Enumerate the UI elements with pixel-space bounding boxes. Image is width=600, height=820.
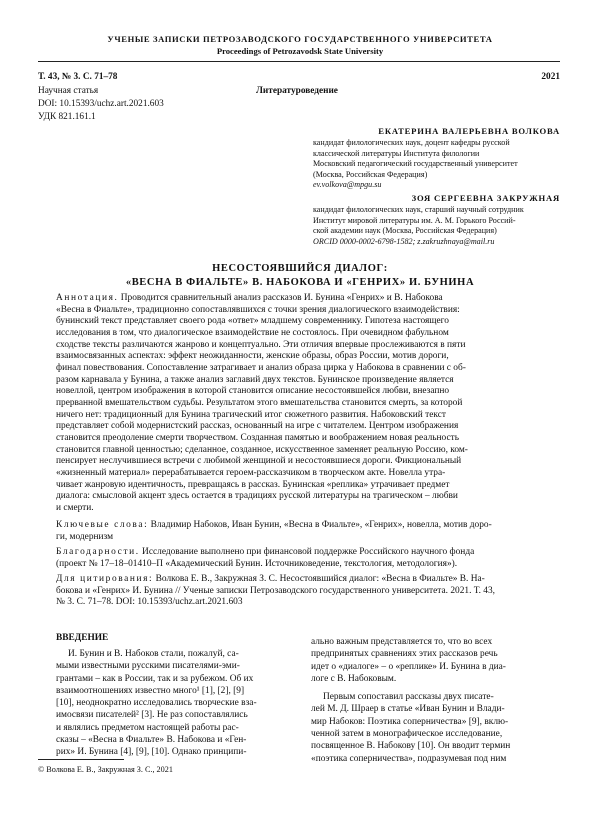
abstract-line: «жизненный материал» перерабатывается героем-рассказчиком в творческом акте. Новелла утра- xyxy=(56,467,446,478)
article-type: Научная статья xyxy=(38,86,99,96)
affiliation-line: Московский педагогический государственный университет xyxy=(313,159,518,169)
author-name: ЕКАТЕРИНА ВАЛЕРЬЕВНА ВОЛКОВА xyxy=(378,126,560,136)
abstract-label: Аннотация. xyxy=(56,293,119,303)
affiliation-line: ской академии наук (Москва, Российская Федерация) xyxy=(313,226,497,236)
body-line: имосвязи писателей² [3]. Не раз сопоставлялись xyxy=(56,710,248,721)
footnote-rule xyxy=(38,759,124,760)
abstract-line: и смерти. xyxy=(56,502,94,513)
body-line: [10], неоднократно исследовались творческие вза- xyxy=(56,698,257,709)
author-affiliation xyxy=(313,205,563,247)
author-email[interactable]: ev.volkova@mpgu.su xyxy=(313,180,382,190)
body-line: посвященное В. Набокову [10]. Он вводит термин xyxy=(311,741,511,752)
body-line: лей М. Д. Шраер в статье «Иван Бунин и Влади- xyxy=(311,704,505,715)
abstract-line: новеллой, центром изображения в которой становится описание несостоявшейся любви, внезапно xyxy=(56,386,450,397)
citation-line: Волкова Е. В., Закружная З. С. Несостоявшийся диалог: «Весна в Фиальте» В. На- xyxy=(155,574,485,584)
abstract-line: «Весна в Фиальте», традиционно сопоставлявшихся с точки зрения диалогического взаимодействия: xyxy=(56,304,460,315)
citation xyxy=(56,574,558,609)
citation-line: № 3. С. 71–78. DOI: 10.15393/uchz.art.2021.603 xyxy=(56,597,243,608)
ack-line: (проект № 17–18–01410–П «Академический Бунин. Источниковедение, текстология, методология»). xyxy=(56,558,458,569)
title-line: НЕСОСТОЯВШИЙСЯ ДИАЛОГ: xyxy=(212,263,388,274)
udk: УДК 821.161.1 xyxy=(38,112,96,122)
affiliation-line: классической литературы Института филологии xyxy=(313,148,480,158)
header-rule xyxy=(38,61,560,62)
abstract-line: становится главной ценностью; сделанное, созданное, искусственное заменяет реальную Россию, ком- xyxy=(56,444,468,455)
affiliation-line: кандидат филологических наук, старший научный сотрудник xyxy=(313,205,524,214)
body-line: Первым сопоставил рассказы двух писате- xyxy=(323,692,494,703)
author-name: ЗОЯ СЕРГЕЕВНА ЗАКРУЖНАЯ xyxy=(411,193,560,203)
volume-info: Т. 43, № 3. С. 71–78 xyxy=(38,72,118,82)
abstract-line: взаимосвязанных аспектах: эффект неожиданности, женские образы, образ России, мотив дороги, xyxy=(56,351,449,362)
abstract-line: бунинский текст представляет своего рода «ответ» младшему современнику. Гипотеза настоящего xyxy=(56,316,449,327)
body-line: ально важным представляется то, что во всех xyxy=(311,637,493,647)
ack-line: Исследование выполнено при финансовой поддержке Российского научного фонда xyxy=(142,547,475,557)
body-line: логе с В. Набоковым. xyxy=(311,673,397,684)
body-line: рих» И. Бунина [4], [9], [10]. Однако принципи- xyxy=(56,747,247,758)
abstract-line: пенсирует неслучившиеся встречи с любимой женщиной и несостоявшиеся дороги. Фикциональный xyxy=(56,456,462,467)
title-line: «ВЕСНА В ФИАЛЬТЕ» В. НАБОКОВА И «ГЕНРИХ» И. БУНИНА xyxy=(125,277,475,288)
abstract-line: сходстве тексты различаются жанрово и концептуально. Эти отличия впервые прослеживаются в пяти xyxy=(56,339,466,350)
abstract-line: разом карнавала у Бунина, а также анализ заглавий двух текстов. Бунинское произведение является xyxy=(56,374,454,385)
intro-left-column xyxy=(56,648,294,759)
body-line: сказы – «Весна в Фиальте» В. Набокова и «Ген- xyxy=(56,735,247,746)
citation-label: Для цитирования: xyxy=(56,574,154,584)
body-line: мыми известными русскими писателями-эми- xyxy=(56,661,240,672)
body-line: И. Бунин и В. Набоков стали, пожалуй, са- xyxy=(68,649,239,659)
journal-title-en: Proceedings of Petrozavodsk State University xyxy=(216,46,384,56)
abstract-line: становится преодоление смерти творчеством. Созданная памятью и воображением новая реальность xyxy=(56,432,460,443)
acknowledgements xyxy=(56,547,558,570)
affiliation-line: Институт мировой литературы им. А. М. Горького Россий- xyxy=(313,215,516,225)
section-name: Литературоведение xyxy=(256,86,338,96)
abstract-line: исследования в том, что диалогическое взаимодействие не состоялось. При очевидном фабульном xyxy=(56,327,449,338)
body-line: мир Набоков: Поэтика соперничества» [9], вклю- xyxy=(311,716,509,727)
journal-title: УЧЕНЫЕ ЗАПИСКИ ПЕТРОЗАВОДСКОГО ГОСУДАРСТВЕННОГО УНИВЕРСИТЕТА xyxy=(107,34,493,44)
keywords-label: Ключевые слова: xyxy=(56,520,149,530)
abstract-line: представляет собой модернистский рассказ, основанный на игре с читателем. Центром изображения xyxy=(56,421,459,432)
abstract xyxy=(56,293,558,514)
body-line: идет о «диалоге» – о «реплике» И. Бунина в диа- xyxy=(311,661,506,672)
abstract-line: Проводится сравнительный анализ рассказов И. Бунина «Генрих» и В. Набокова xyxy=(120,293,443,303)
body-line: взаимоотношениях известно много¹ [1], [2], [9] xyxy=(56,685,245,696)
keywords-line: Владимир Набоков, Иван Бунин, «Весна в Фиальте», «Генрих», новелла, мотив доро- xyxy=(150,520,492,530)
keywords-line: ги, модернизм xyxy=(56,531,114,542)
body-line: «поэтика соперничества», подразумевая под ним xyxy=(311,753,507,764)
keywords xyxy=(56,520,558,543)
body-line: грантами – как в России, так и за рубежом. Об их xyxy=(56,673,254,684)
intro-right-column xyxy=(311,636,560,765)
body-line: ченной затем в монографическое исследование, xyxy=(311,729,503,740)
ack-label: Благодарности. xyxy=(56,547,140,557)
affiliation-line: (Москва, Российская Федерация) xyxy=(313,169,428,179)
section-heading: ВВЕДЕНИЕ xyxy=(56,633,109,643)
year: 2021 xyxy=(541,72,560,82)
abstract-line: финал повествования. Сопоставление затрагивает и анализ образа цирка у Набокова в сравнении с об- xyxy=(56,362,466,373)
author-email[interactable]: ORCID 0000-0002-6798-1582; z.zakruzhnaya@mail.ru xyxy=(313,236,495,246)
abstract-line: ничего нет: традиционный для Бунина трагический итог сюжетного развития. Набоковский текст xyxy=(56,409,446,420)
doi: DOI: 10.15393/uchz.art.2021.603 xyxy=(38,99,164,109)
body-line: и являлись предметом настоящей работы рас- xyxy=(56,722,239,733)
article-title xyxy=(0,262,600,290)
abstract-line: прерванной вмешательством судьбы. Результатом этого вмешательства становится смерть, за которой xyxy=(56,397,463,408)
citation-line: бокова и «Генрих» И. Бунина // Ученые записки Петрозаводского государственного университета. 2021. Т. 43, xyxy=(56,585,495,596)
abstract-line: чивает жанровую идентичность, превращаясь в рассказ. Бунинская «реплика» утрачивает предмет xyxy=(56,479,450,490)
copyright: © Волкова Е. В., Закружная З. С., 2021 xyxy=(38,765,173,774)
abstract-line: диалога: смысловой акцент здесь остается в традициях русской литературы на трагическом – любви xyxy=(56,491,458,502)
author-affiliation xyxy=(313,138,563,191)
body-line: предпринятых сравнениях этих рассказов речь xyxy=(311,649,498,660)
affiliation-line: кандидат филологических наук, доцент кафедры русской xyxy=(313,138,510,147)
